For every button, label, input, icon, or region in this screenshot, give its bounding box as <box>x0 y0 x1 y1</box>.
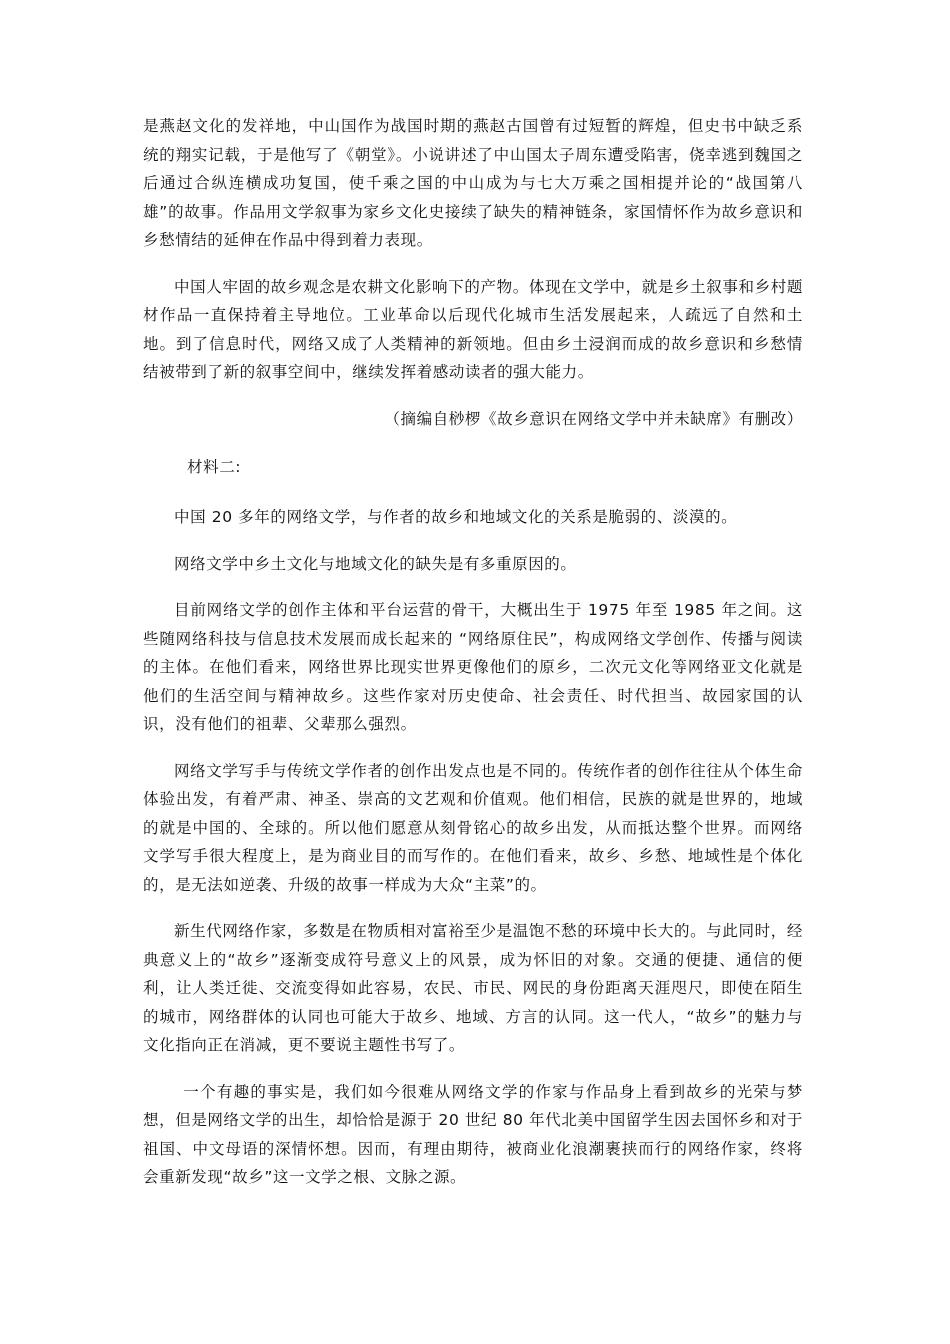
paragraph-hometown-concept: 中国人牢固的故乡观念是农耕文化影响下的产物。体现在文学中，就是乡土叙事和乡村题材作品一直保持着主导地位。工业革命以后现代化城市生活发展起来，人疏远了自然和土地。到了信息时代，网络又成了人类精神的新领地。但由乡土浸润而成的故乡意识和乡愁情结被带到了新的叙事空间中，继续发挥着感动读者的强大能力。 <box>143 277 803 381</box>
paragraph-network-natives: 目前网络文学的创作主体和平台运营的骨干，大概出生于 1975 年至 1985 年之间。这些随网络科技与信息技术发展而成长起来的 “网络原住民”，构成网络文学创作、传播与阅读的主体。在他们看来，网络世界比现实世界更像他们的原乡，二次元文化等网络亚文化就是他们的生活空间与精神故乡。这些作家对历史使命、社会责任、时代担当、故园家国的认识，没有他们的祖辈、父辈那么强烈。 <box>143 601 803 733</box>
document-page <box>143 112 803 1210</box>
material-two-heading: 材料二: <box>187 458 242 476</box>
paragraph-multiple-reasons: 网络文学中乡土文化与地域文化的缺失是有多重原因的。 <box>174 554 577 573</box>
source-citation: （摘编自桫椤《故乡意识在网络文学中并未缺席》有删改） <box>384 409 803 428</box>
paragraph-creative-starting-point: 网络文学写手与传统文学作者的创作出发点也是不同的。传统作者的创作往往从个体生命体验出发，有着严肃、神圣、崇高的文艺观和价值观。他们相信，民族的就是世界的，地域的就是中国的、全球的。所以他们愿意从刻骨铭心的故乡出发，从而抵达整个世界。而网络文学写手很大程度上，是为商业目的而写作的。在他们看来，故乡、乡愁、地域性是个体化的，是无法如逆袭、升级的故事一样成为大众“主菜”的。 <box>143 761 803 894</box>
paragraph-chaotang: 是燕赵文化的发祥地，中山国作为战国时期的燕赵古国曾有过短暂的辉煌，但史书中缺乏系统的翔实记载，于是他写了《朝堂》。小说讲述了中山国太子周东遭受陷害，侥幸逃到魏国之后通过合纵连横成功复国，使千乘之国的中山成为与七大万乘之国相提并论的“战国第八雄”的故事。作品用文学叙事为家乡文化史接续了缺失的精神链条，家国情怀作为故乡意识和乡愁情结的延伸在作品中得到着力表现。 <box>143 117 803 249</box>
paragraph-20-years: 中国 20 多年的网络文学，与作者的故乡和地域文化的关系是脆弱的、淡漠的。 <box>174 508 738 526</box>
paragraph-interesting-fact: 一个有趣的事实是，我们如今很难从网络文学的作家与作品身上看到故乡的光荣与梦想，但是网络文学的出生，却恰恰是源于 20 世纪 80 年代北美中国留学生因去国怀乡和对于祖国、中文母语的深情怀想。因而，有理由期待，被商业化浪潮裹挟而行的网络作家，终将会重新发现“故乡”这一文学之根、文脉之源。 <box>143 1082 803 1186</box>
paragraph-new-generation: 新生代网络作家，多数是在物质相对富裕至少是温饱不愁的环境中长大的。与此同时，经典意义上的“故乡”逐渐变成符号意义上的风景，成为怀旧的对象。交通的便捷、通信的便利，让人类迁徙、交流变得如此容易，农民、市民、网民的身份距离天涯咫尺，即使在陌生的城市，网络群体的认同也可能大于故乡、地域、方言的认同。这一代人，“故乡”的魅力与文化指向正在消减，更不要说主题性书写了。 <box>143 922 803 1054</box>
